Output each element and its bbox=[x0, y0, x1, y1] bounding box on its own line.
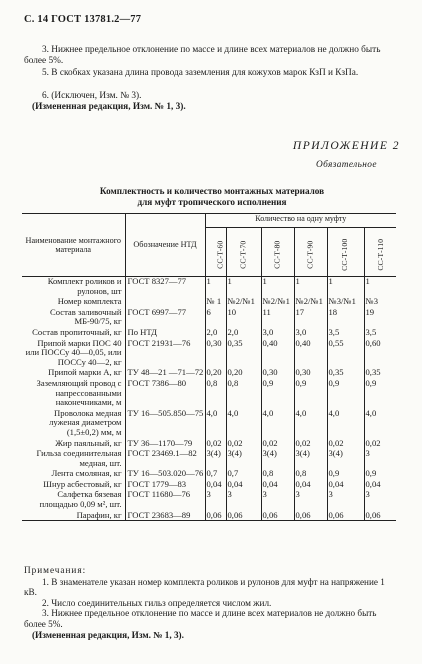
ntd-cell: ГОСТ 23469.1—82 bbox=[125, 448, 205, 468]
quantity-cell: 1 bbox=[226, 277, 261, 297]
quantity-cell: 0,20 bbox=[226, 367, 261, 378]
bottom-note-2: 2. Число соединительных гильз определяется числом жил. bbox=[42, 597, 272, 608]
quantity-cell: 2,0 bbox=[206, 326, 218, 337]
appendix-title: ПРИЛОЖЕНИЕ 2 bbox=[292, 140, 400, 152]
header-type-2 bbox=[261, 228, 294, 277]
quantity-cell: 0,60 bbox=[364, 338, 396, 368]
materials-table bbox=[22, 213, 396, 521]
table-title-line-1: Комплектность и количество монтажных материалов bbox=[99, 186, 325, 196]
quantity-cell: 0,02 bbox=[364, 438, 396, 449]
header-type-label: СС-Т-90 bbox=[305, 241, 315, 270]
quantity-cell: 3 bbox=[294, 489, 327, 509]
ntd-cell: ГОСТ 8327—77 bbox=[125, 277, 205, 297]
quantity-cell: 3(4) bbox=[294, 448, 327, 468]
table-title-line-2: для муфт тропического исполнения bbox=[137, 197, 287, 207]
quantity-cell: 0,30 bbox=[206, 337, 222, 348]
ntd-cell: По НТД bbox=[125, 327, 205, 338]
material-name-cell: Шнур асбестовый, кг bbox=[22, 479, 125, 490]
quantity-cell: 0,06 bbox=[294, 510, 327, 521]
table-row bbox=[22, 277, 396, 297]
quantity-cell: 0,02 bbox=[327, 438, 364, 449]
quantity-cell: 0,9 bbox=[294, 378, 327, 408]
quantity-cell: 0,9 bbox=[364, 468, 396, 479]
quantity-cell: 0,02 bbox=[206, 437, 222, 448]
quantity-cell: 0,9 bbox=[327, 468, 364, 479]
table-row bbox=[22, 448, 396, 468]
appendix-heading bbox=[293, 140, 400, 170]
ntd-cell: ГОСТ 21931—76 bbox=[125, 338, 205, 368]
ntd-cell: ТУ 36—1170—79 bbox=[125, 438, 205, 449]
header-type-label: СС-Т-60 bbox=[214, 241, 224, 270]
ntd-cell: ГОСТ 11680—76 bbox=[125, 489, 205, 509]
material-name-cell: Припой марки А, кг bbox=[22, 367, 125, 378]
quantity-cell: 3,0 bbox=[261, 327, 294, 338]
quantity-cell: 3,5 bbox=[364, 327, 396, 338]
table-row bbox=[22, 307, 396, 327]
quantity-cell: 0,04 bbox=[206, 478, 222, 489]
quantity-cell: 17 bbox=[294, 307, 327, 327]
quantity-cell: 2,0 bbox=[226, 327, 261, 338]
table-row bbox=[22, 438, 396, 449]
quantity-cell: №3 bbox=[364, 296, 396, 307]
quantity-cell: 3 bbox=[206, 489, 211, 500]
material-name-cell: Заземляющий провод с напрессованными наконечниками, м bbox=[22, 378, 125, 408]
note-3: 3. Нижнее предельное отклонение по массе и длине всех материалов не должно быть более 5%. bbox=[24, 45, 381, 66]
quantity-cell: 0,8 bbox=[294, 468, 327, 479]
page-header: С. 14 ГОСТ 13781.2—77 bbox=[24, 14, 142, 25]
ntd-cell: ТУ 16—505.850—75 bbox=[125, 408, 205, 438]
ntd-cell: ГОСТ 7386—80 bbox=[125, 378, 205, 408]
appendix-subtitle: Обязательное bbox=[316, 160, 377, 170]
material-name-cell: Состав заливочный МБ-90/75, кг bbox=[22, 307, 125, 327]
quantity-cell: 0,30 bbox=[261, 367, 294, 378]
quantity-cell: 1 bbox=[206, 276, 211, 286]
table-row bbox=[22, 296, 396, 307]
quantity-cell: 1 bbox=[294, 277, 327, 297]
quantity-cell: 0,20 bbox=[206, 367, 222, 378]
quantity-cell: 4,0 bbox=[206, 407, 218, 418]
quantity-cell: 0,04 bbox=[364, 479, 396, 490]
quantity-cell: 0,40 bbox=[261, 338, 294, 368]
quantity-cell: 4,0 bbox=[294, 408, 327, 438]
bottom-note-3: 3. Нижнее предельное отклонение по массе и длине всех материалов не должно быть более 5%. bbox=[24, 608, 377, 629]
material-name-cell: Состав пропиточный, кг bbox=[22, 327, 125, 338]
quantity-cell: 0,04 bbox=[226, 479, 261, 490]
header-type-label: СС-Т-70 bbox=[238, 241, 248, 270]
quantity-cell: №3/№1 bbox=[327, 296, 364, 307]
quantity-cell: 0,7 bbox=[206, 468, 218, 479]
quantity-cell: 0,8 bbox=[206, 377, 218, 388]
header-type-4 bbox=[327, 228, 364, 277]
quantity-cell: 0,02 bbox=[226, 438, 261, 449]
quantity-cell: 4,0 bbox=[226, 408, 261, 438]
edition-note-top: (Измененная редакция, Изм. № 1, 3). bbox=[32, 102, 186, 112]
quantity-cell: 11 bbox=[261, 307, 294, 327]
quantity-cell: 0,9 bbox=[261, 378, 294, 408]
quantity-cell: 18 bbox=[327, 307, 364, 327]
quantity-cell: 3(4) bbox=[261, 448, 294, 468]
table-row bbox=[22, 327, 396, 338]
quantity-cell: 3 bbox=[261, 489, 294, 509]
material-name-cell: Припой марки ПОС 40 или ПОССу 40—0,05, или ПОССу 40—2, кг bbox=[22, 338, 125, 368]
header-ntd: Обозначение НТД bbox=[125, 214, 205, 277]
edition-note-bottom: (Измененная редакция, Изм. № 1, 3). bbox=[32, 629, 184, 640]
ntd-cell bbox=[125, 296, 205, 307]
quantity-cell: №2/№1 bbox=[261, 296, 294, 307]
quantity-cell: 0,35 bbox=[364, 367, 396, 378]
header-type-1 bbox=[226, 228, 261, 277]
header-type-0 bbox=[205, 228, 226, 277]
table-row bbox=[22, 408, 396, 438]
table-row bbox=[22, 378, 396, 408]
quantity-cell: 0,35 bbox=[226, 338, 261, 368]
ntd-cell: ТУ 48—21 —71—72 bbox=[125, 367, 205, 378]
quantity-cell: 0,35 bbox=[327, 367, 364, 378]
quantity-cell: 3,0 bbox=[294, 327, 327, 338]
table-row bbox=[22, 479, 396, 490]
quantity-cell: 0,55 bbox=[327, 338, 364, 368]
header-type-5 bbox=[364, 228, 396, 277]
quantity-cell: №2/№1 bbox=[294, 296, 327, 307]
quantity-cell: 0,9 bbox=[327, 378, 364, 408]
quantity-cell: 3(4) bbox=[226, 448, 261, 468]
notes-heading: Примечания: bbox=[24, 565, 87, 575]
header-type-label: СС-Т-80 bbox=[272, 241, 282, 270]
table-row bbox=[22, 510, 396, 521]
quantity-cell: 0,9 bbox=[364, 378, 396, 408]
table-row bbox=[22, 338, 396, 368]
quantity-cell: 4,0 bbox=[261, 408, 294, 438]
ntd-cell: ГОСТ 23683—89 bbox=[125, 510, 205, 521]
bottom-note-1: 1. В знаменателе указан номер комплекта роликов и рулонов для муфт на напряжение 1 кВ. bbox=[24, 576, 385, 598]
quantity-cell: 3,5 bbox=[327, 327, 364, 338]
quantity-cell: 0,02 bbox=[261, 438, 294, 449]
quantity-cell: 3 bbox=[364, 489, 396, 509]
quantity-cell: 10 bbox=[226, 307, 261, 327]
header-type-label: СС-Т-110 bbox=[375, 239, 385, 272]
quantity-cell: 19 bbox=[364, 307, 396, 327]
quantity-cell: 0,30 bbox=[294, 367, 327, 378]
table-row bbox=[22, 489, 396, 509]
quantity-cell: 3 bbox=[364, 448, 396, 468]
quantity-cell: 1 bbox=[327, 277, 364, 297]
quantity-cell: 3(4) bbox=[206, 448, 221, 459]
quantity-cell: 6 bbox=[206, 306, 211, 317]
quantity-cell: № 1 bbox=[206, 296, 222, 307]
quantity-cell: 0,04 bbox=[327, 479, 364, 490]
ntd-cell: ТУ 16—503.020—76 bbox=[125, 468, 205, 479]
header-quantity-group: Количество на одну муфту bbox=[205, 214, 396, 228]
quantity-cell: 3(4) bbox=[327, 448, 364, 468]
material-name-cell: Парафин, кг bbox=[22, 510, 125, 521]
material-name-cell: Комплект роликов и рулонов, шт bbox=[22, 277, 125, 297]
quantity-cell: 0,06 bbox=[205, 510, 226, 521]
table-row bbox=[22, 367, 396, 378]
ntd-cell: ГОСТ 6997—77 bbox=[125, 307, 205, 327]
quantity-cell: 3 bbox=[226, 489, 261, 509]
header-type-label: СС-Т-100 bbox=[340, 239, 350, 272]
quantity-cell: 4,0 bbox=[364, 408, 396, 438]
quantity-cell: 0,8 bbox=[226, 378, 261, 408]
quantity-cell: 0,06 bbox=[261, 510, 294, 521]
quantity-cell: 3 bbox=[327, 489, 364, 509]
quantity-cell: 0,04 bbox=[261, 479, 294, 490]
material-name-cell: Проволока медная луженая диаметром (1,5±0,2) мм, м bbox=[22, 408, 125, 438]
quantity-cell: 0,40 bbox=[294, 338, 327, 368]
material-name-cell: Лента смоляная, кг bbox=[22, 468, 125, 479]
material-name-cell: Салфетка бязевая площадью 0,09 м², шт. bbox=[22, 489, 125, 509]
quantity-cell: 0,06 bbox=[327, 510, 364, 521]
quantity-cell: 1 bbox=[261, 277, 294, 297]
note-6: 6. (Исключен, Изм. № 3). bbox=[42, 91, 142, 101]
quantity-cell: 0,06 bbox=[364, 510, 396, 521]
material-name-cell: Гильза соединительная медная, шт. bbox=[22, 448, 125, 468]
quantity-cell: 4,0 bbox=[327, 408, 364, 438]
note-5: 5. В скобках указана длина провода заземления для кожухов марок КзП и КзПа. bbox=[42, 68, 359, 78]
quantity-cell: 0,7 bbox=[226, 468, 261, 479]
quantity-cell: 0,02 bbox=[294, 438, 327, 449]
header-material-name: Наименование монтажного материала bbox=[22, 214, 125, 277]
quantity-cell: 0,04 bbox=[294, 479, 327, 490]
quantity-cell: 0,8 bbox=[261, 468, 294, 479]
table-row bbox=[22, 468, 396, 479]
quantity-cell: №2/№1 bbox=[226, 296, 261, 307]
quantity-cell: 0,06 bbox=[226, 510, 261, 521]
material-name-cell: Жир паяльный, кг bbox=[22, 438, 125, 449]
ntd-cell: ГОСТ 1779—83 bbox=[125, 479, 205, 490]
quantity-cell: 1 bbox=[364, 277, 396, 297]
table-title bbox=[22, 186, 402, 208]
header-type-3 bbox=[294, 228, 327, 277]
bottom-notes bbox=[24, 565, 398, 640]
material-name-cell: Номер комплекта bbox=[22, 296, 125, 307]
